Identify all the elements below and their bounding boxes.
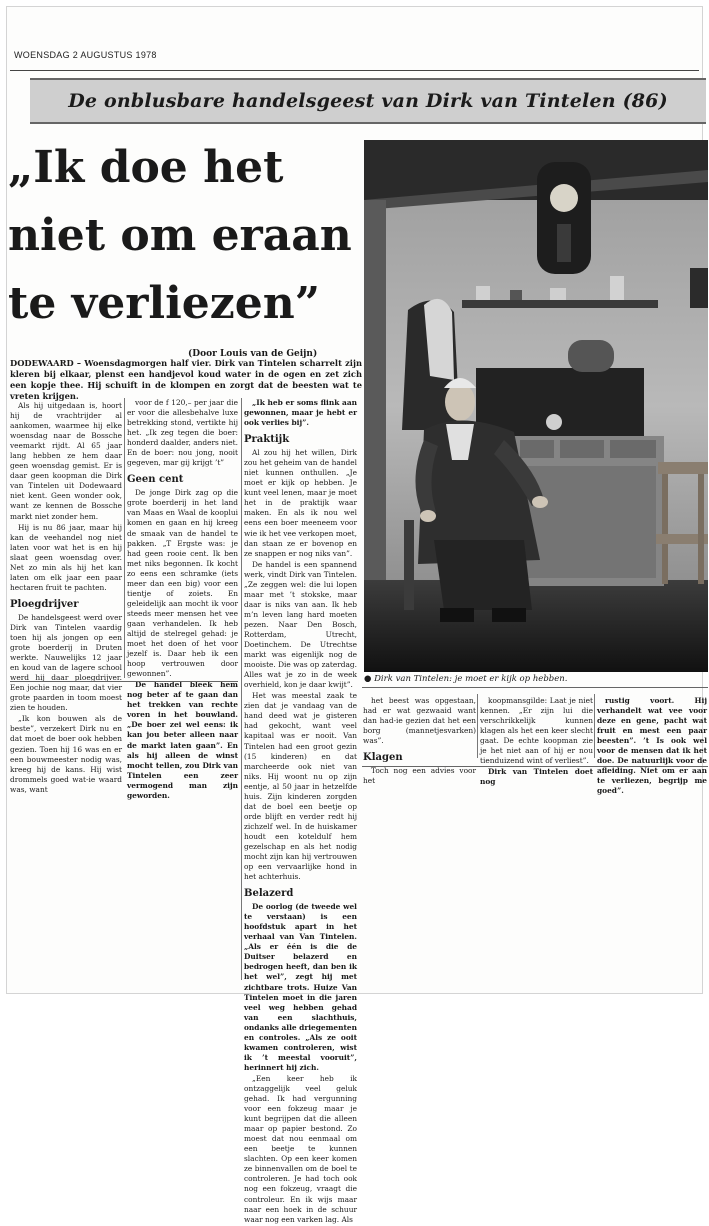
subheading-geen-cent: Geen cent: [127, 474, 184, 486]
paragraph: De jonge Dirk zag op die grote boerderij in het land van Maas en Waal de kooplui komen en gaan en hij kreeg de smaak van de handel te pakken. „T Ergste was: je had geen rooie cent. Ik ben met niks begonnen. Ik kocht zo eens een schramke (iets meer dan een big) voor een tientje of zoiets. En geleidelijk aan mocht ik voor steeds meer mensen het vee gaan verhandelen. Ik heb altijd de stelregel gehad: je moet het doen of het voor jezelf is. Daar heb ik een hoop vertrouwen door gewonnen”.: [127, 488, 238, 679]
article-column-3: [244, 398, 357, 1226]
headline-line-2: niet om eraan: [8, 210, 352, 261]
paragraph: voor de f 120,– per jaar die er voor die allesbehalve luxe betrekking stond, vertikte hij het. „Ik zeg tegen die boer: honderd daalder, anders niet. En de boer: nou jong, nooit gegeven, mar gij krijgt ’t”: [127, 398, 238, 468]
article-column-2: [127, 398, 238, 802]
section-rule: [10, 681, 238, 682]
paragraph: Dirk van Tintelen doet nog: [480, 767, 593, 787]
article-column-5: [480, 696, 593, 788]
paragraph: De handelsgeest werd over Dirk van Tintelen vaardig toen hij als jongen op een grote boerderij in Druten werkte. Nauwelijks 12 jaar en koud van de lagere school werd hij daar ploegdrijver. Een jochie nog maar, dat vier grote paarden in toom moest zien te houden.: [10, 612, 122, 713]
headline: [8, 134, 360, 338]
column-rule: [477, 694, 478, 758]
photo-caption: ● Dirk van Tintelen: je moet er kijk op hebben.: [364, 674, 568, 684]
paragraph: Hij is nu 86 jaar, maar hij kan de veehandel nog niet laten voor wat het is en hij slaat geen woensdag over. Net zo min als hij het kan laten om elk jaar een paar hectaren fruit te pachten.: [10, 522, 122, 592]
lede-paragraph: DODEWAARD – Woensdagmorgen half vier. Dirk van Tintelen scharrelt zijn kleren bij elkaar, plenst een handjevol koud water in de ogen en zet zich een kopje thee. Hij schuift in de klompen en zorgt dat de beesten wat te vreten krijgen.: [10, 358, 362, 401]
paragraph: De handel is een spannend werk, vindt Dirk van Tintelen. „Ze zeggen wel: die lui lopen maar met ’t stokske, maar daar is niks van aan. Ik heb m’n leven lang hard moeten pezen. Naar Den Bosch, Rotterdam, Utrecht, Doetinchem. De Utrechtse markt was eigenlijk nog de mooiste. Die was op zaterdag. Alles wat je zo in de week overhield, kon je daar kwijt”.: [244, 559, 357, 690]
column-rule: [124, 398, 125, 678]
paragraph: Als hij uitgedaan is, hoort hij de vrachtrijder al aankomen, waarmee hij elke woensdag naar de Bossche veemarkt rijdt. Al 65 jaar lang hebben ze hem daar geen woensdag gemist. Er is daar geen koopman die Dirk van Tintelen uit Dodewaard niet kent. Geen wonder ook, want ze kennen de Bossche markt niet zonder hem.: [10, 401, 122, 521]
top-rule: [10, 70, 699, 71]
photo-dirk-van-tintelen: [364, 140, 708, 672]
subheading-belazerd: Belazerd: [244, 888, 294, 900]
bottom-rule: [362, 766, 708, 767]
subheading-ploegdrijver: Ploegdrijver: [10, 598, 79, 610]
subheading-praktijk: Praktijk: [244, 434, 290, 446]
paragraph: Het was meestal zaak te zien dat je vandaag van de hand deed wat je gisteren had gekocht, want veel kapitaal was er nooit. Van Tintelen had een groot gezin (15 kinderen) en dat marcheerde ook niet van niks. Hij woont nu op zijn eentje, al 50 jaar in hetzelfde huis. Zijn kinderen zorgden dat de boel een beetje op orde blijft en verder redt hij zichzelf wel. In de huiskamer houdt een koteldulf hem gezelschap en als het nodig mocht zijn kan hij vertrouwen op een vervaarlijke hond in het achterhuis.: [244, 691, 357, 882]
headline-line-3: te verliezen”: [8, 278, 321, 329]
column-rule: [241, 398, 242, 980]
article-column-6: [597, 696, 707, 797]
paragraph: „Ik kon bouwen als de beste”, verzekert Dirk nu en dat moet de boer ook hebben gezien. Toen hij 16 was en er een bouwmeester nodig was, kreeg hij de kans. Hij wist drommels goed wat-ie waard was, want: [10, 714, 122, 794]
paragraph: rustig voort. Hij verhandelt wat vee voor deze en gene, pacht wat fruit en mest een paar beesten”. ’t Is ook wel voor de mensen dat ik het doe. De natuurlijk voor de afleiding. Niet om er aan te verliezen, begrijp me goed”.: [597, 696, 707, 796]
banner-title: De onblusbare handelsgeest van Dirk van Tintelen (86): [30, 78, 706, 124]
headline-line-1: „Ik doe het: [8, 142, 284, 193]
caption-rule: [362, 687, 708, 688]
newspaper-page: [6, 6, 707, 1224]
paragraph: „Een keer heb ik ontzaggelijk veel geluk gehad. Ik had vergunning voor een fokzeug maar je kunt begrijpen dat die alleen maar op papier bestond. Zo moest dat nou eenmaal om een beetje te kunnen slachten. Op een keer komen ze binnenvallen om de boel te controleren. Je had toch ook nog een fokzeug, vraagt die controleur. En ik wijs maar naar een hoek in de schuur waar nog een varken lag. Als: [244, 1073, 357, 1224]
subheading-klagen: Klagen: [363, 752, 403, 764]
paragraph: De oorlog (de tweede wel te verstaan) is een hoofdstuk apart in het verhaal van Van Tintelen. „Als er één is die de Duitser belazerd en bedrogen heeft, dan ben ik het wel”, zegt hij met zichtbare trots. Huize Van Tintelen moet in die jaren veel weg hebben gehad van een slachthuis, ondanks alle driegementen en controles. „Als ze ooit kwamen controleren, wist ik ’t meestal vooruit”, herinnert hij zich.: [244, 902, 357, 1072]
pull-quote: „Ik heb er soms flink aan gewonnen, maar je hebt er ook verlies bij”.: [244, 398, 357, 428]
wall-clock: [537, 162, 591, 274]
paragraph: Al zou hij het willen, Dirk zou het geheim van de handel niet kunnen onthullen. „Je moet er kijk op hebben. Je kunt veel lenen, maar je moet het in de praktijk waar maken. En als ik nou wel eens een boer meeneem voor wie ik het vee verkopen moet, dan staan ze er bovenop en ze snappen er nog niks van”.: [244, 448, 357, 558]
paragraph: Toch nog een advies voor het: [363, 766, 476, 786]
paragraph: De handel bleek hem nog beter af te gaan dan het trekken van rechte voren in het bouwland. „De boer zei wel eens: ik kan jou beter alleen naar de markt laten gaan”. En als hij alleen de winst mocht tellen, zou Dirk van Tintelen een zeer vermogend man zijn geworden.: [127, 680, 238, 800]
paragraph: het beest was opgestaan, had er wat gezwaaid want dan had-ie gezien dat het een borg (mannetjesvarken) was”.: [363, 696, 476, 746]
column-rule: [594, 694, 595, 758]
portrait-photo: [364, 140, 708, 672]
paragraph: koopmansgilde: Laat je niet kennen. „Er zijn lui die verschrikkelijk kunnen klagen als het een keer slecht gaat. De echte koopman zie je het niet aan of hij er nou tienduizend wint of verliest”.: [480, 696, 593, 766]
dateline: WOENSDAG 2 AUGUSTUS 1978: [14, 50, 157, 60]
article-column-1: [10, 401, 122, 796]
byline: (Door Louis van de Geijn): [188, 349, 318, 359]
article-column-4: [363, 696, 476, 787]
